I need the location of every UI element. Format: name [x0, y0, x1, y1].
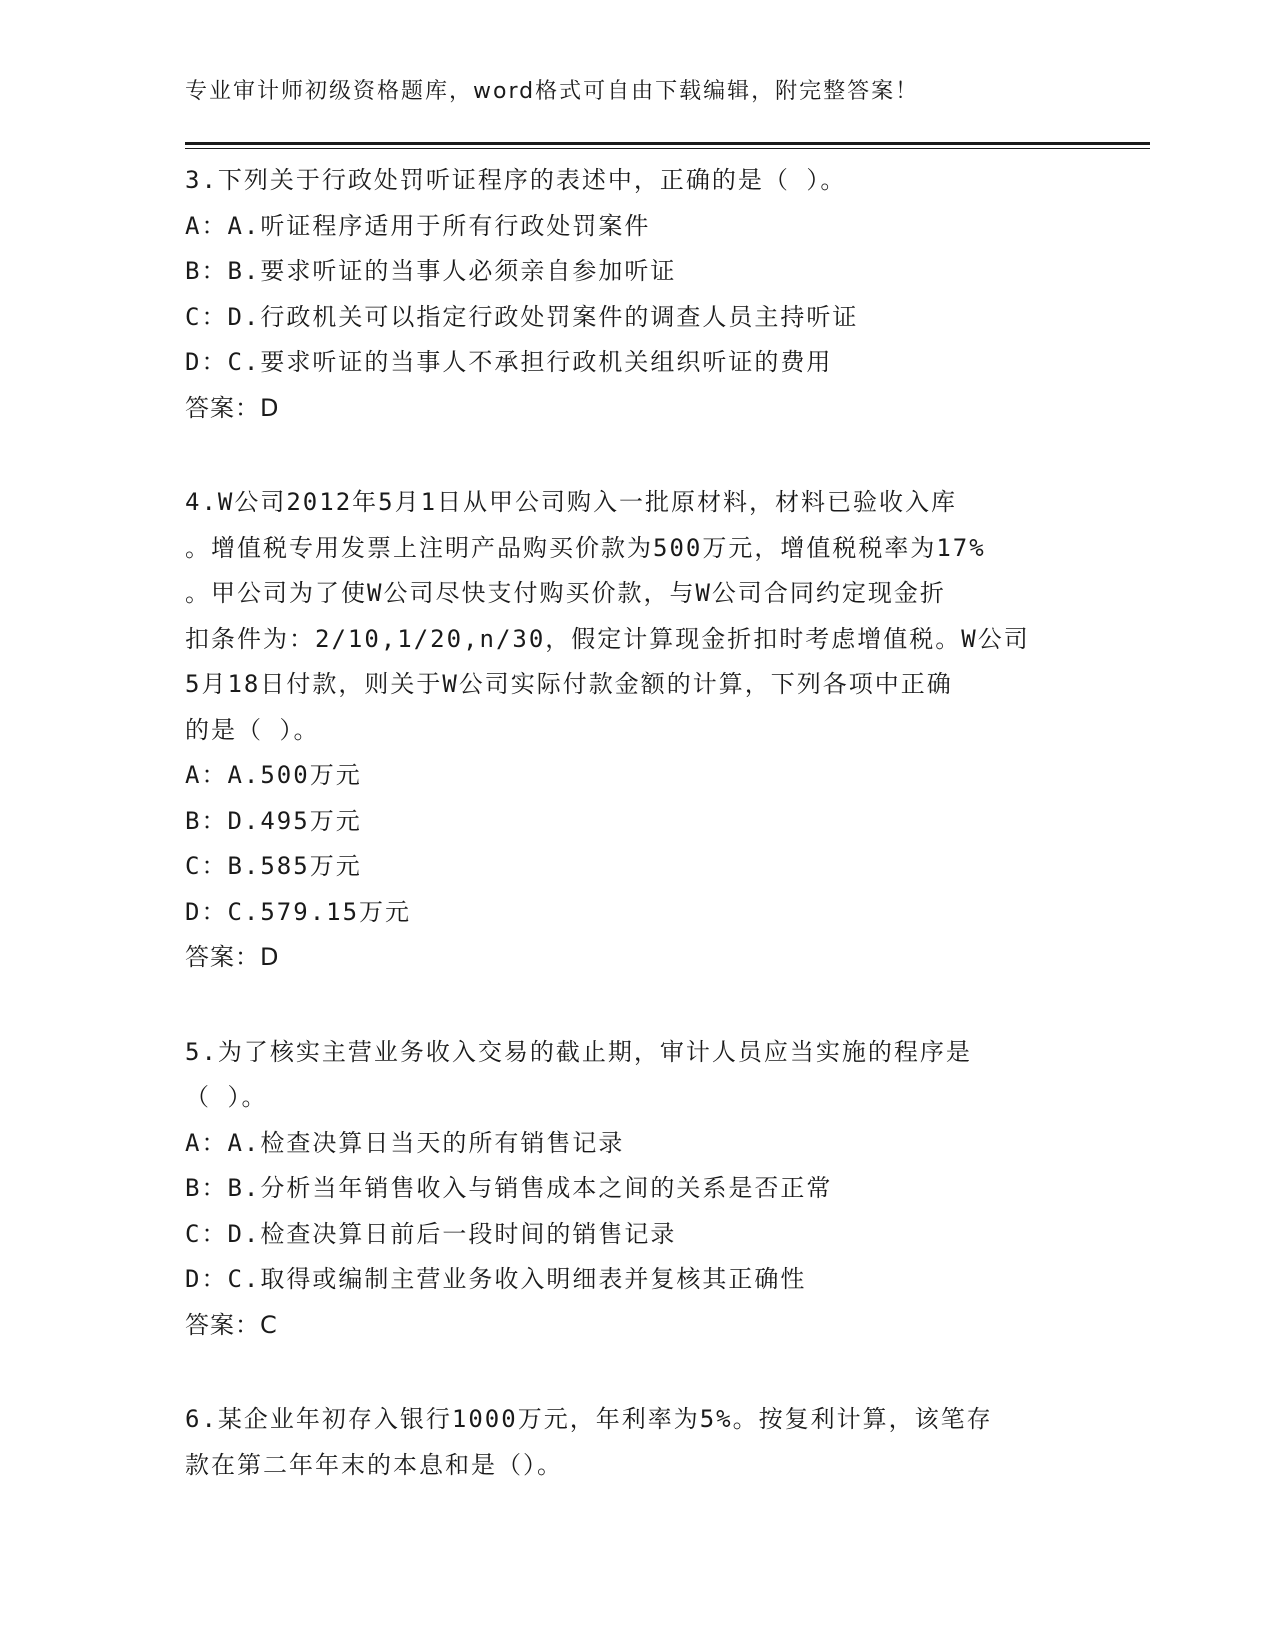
- question-stem-line: 。甲公司为了使W公司尽快支付购买价款，与W公司合同约定现金折: [185, 579, 946, 607]
- header-rule-thin: [185, 148, 1150, 149]
- question-stem-line: 4.W公司2012年5月1日从甲公司购入一批原材料，材料已验收入库: [185, 488, 958, 516]
- answer-option: C：B.585万元: [185, 852, 362, 880]
- answer-key: 答案：C: [185, 1310, 278, 1339]
- answer-option: B：B.要求听证的当事人必须亲自参加听证: [185, 257, 677, 285]
- answer-option: B：B.分析当年销售收入与销售成本之间的关系是否正常: [185, 1174, 833, 1202]
- question-block: [185, 158, 1085, 431]
- question-block: [185, 1397, 1085, 1488]
- answer-option: D：C.取得或编制主营业务收入明细表并复核其正确性: [185, 1265, 807, 1293]
- question-list: [185, 158, 1085, 1537]
- answer-option: C：D.检查决算日前后一段时间的销售记录: [185, 1219, 677, 1248]
- answer-option: B：D.495万元: [185, 806, 362, 835]
- header-rule-thick: [185, 142, 1150, 145]
- answer-key: 答案：D: [185, 943, 280, 971]
- question-stem-line: 。增值税专用发票上注明产品购买价款为500万元，增值税税率为17%: [185, 533, 986, 562]
- answer-option: D：C.要求听证的当事人不承担行政机关组织听证的费用: [185, 348, 833, 376]
- question-stem-line: 5月18日付款，则关于W公司实际付款金额的计算，下列各项中正确: [185, 670, 953, 698]
- answer-option: D：C.579.15万元: [185, 897, 412, 926]
- question-stem-line: 3.下列关于行政处罚听证程序的表述中，正确的是（ ）。: [185, 166, 847, 194]
- question-stem-line: 5.为了核实主营业务收入交易的截止期，审计人员应当实施的程序是: [185, 1037, 972, 1066]
- question-stem-line: 6.某企业年初存入银行1000万元，年利率为5%。按复利计算，该笔存: [185, 1405, 993, 1433]
- answer-key: 答案：D: [185, 393, 280, 422]
- question-stem-line: 款在第二年年末的本息和是（）。: [185, 1450, 563, 1479]
- answer-option: A：A.听证程序适用于所有行政处罚案件: [185, 211, 651, 240]
- question-block: [185, 480, 1085, 981]
- question-block: [185, 1030, 1085, 1349]
- page-header: 专业审计师初级资格题库，word格式可自由下载编辑，附完整答案！: [185, 79, 920, 104]
- answer-option: C：D.行政机关可以指定行政处罚案件的调查人员主持听证: [185, 302, 859, 331]
- question-stem-line: 扣条件为：2/10,1/20,n/30，假定计算现金折扣时考虑增值税。W公司: [185, 624, 1030, 653]
- question-stem-line: 的是（ ）。: [185, 715, 320, 744]
- answer-option: A：A.检查决算日当天的所有销售记录: [185, 1128, 625, 1157]
- question-stem-line: （ ）。: [185, 1083, 268, 1111]
- answer-option: A：A.500万元: [185, 761, 362, 789]
